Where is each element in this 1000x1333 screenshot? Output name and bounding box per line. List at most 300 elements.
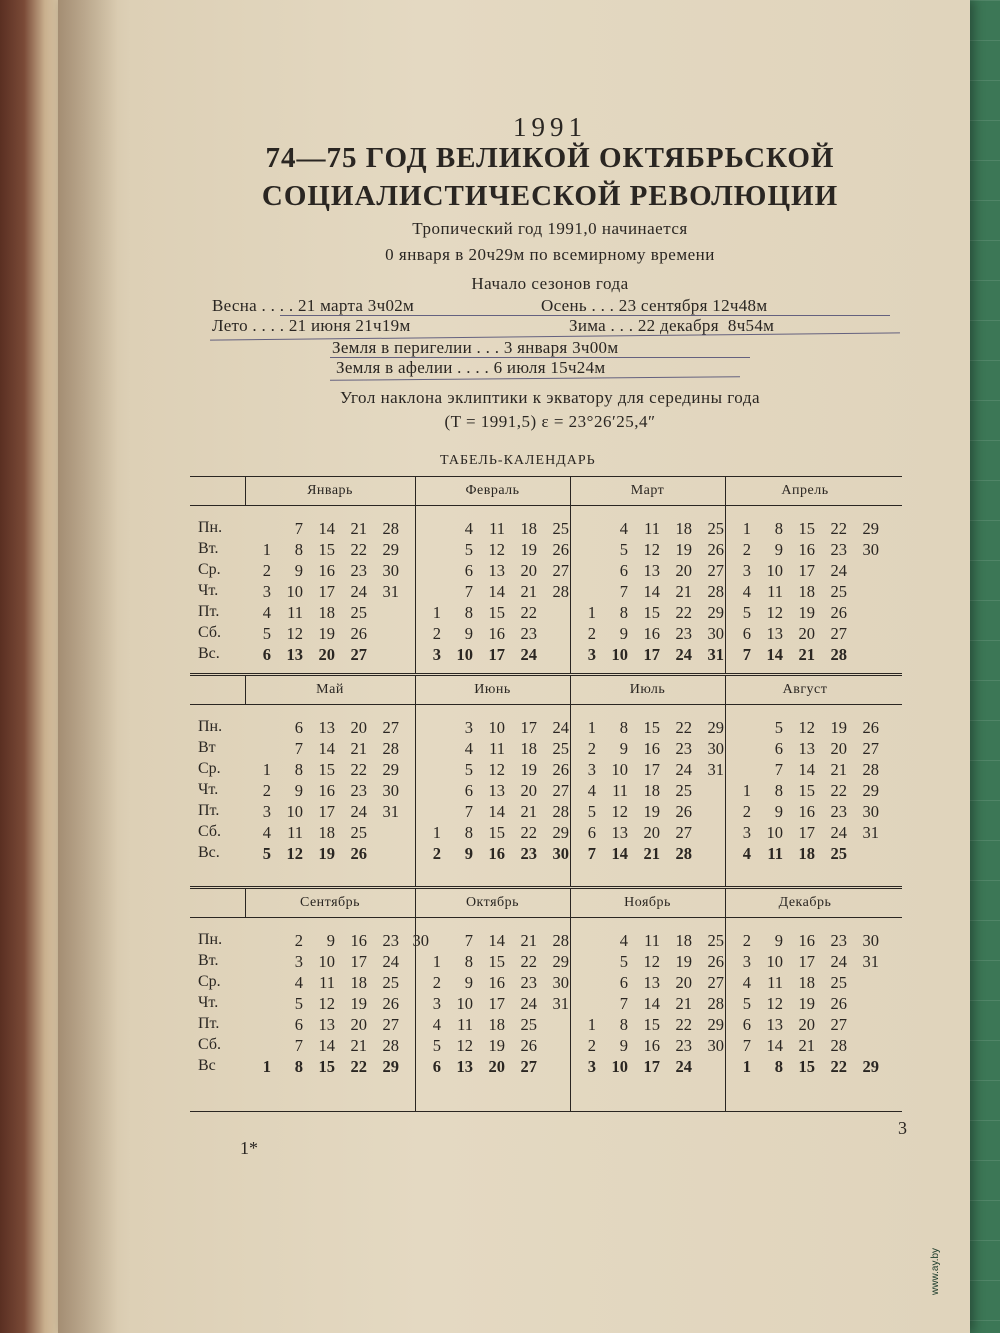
date-cell: 19 bbox=[798, 994, 815, 1013]
date-cell: 18 bbox=[488, 1015, 505, 1034]
date-cell: 27 bbox=[382, 718, 399, 737]
week-row bbox=[729, 1015, 879, 1036]
date-cell: 7 bbox=[464, 931, 473, 950]
week-row bbox=[249, 582, 399, 603]
week-row bbox=[574, 624, 724, 645]
week-row bbox=[729, 624, 879, 645]
date-cell: 31 bbox=[382, 802, 399, 821]
date-cell: 5 bbox=[619, 540, 628, 559]
week-row bbox=[574, 802, 724, 823]
week-row bbox=[574, 603, 724, 624]
date-cell: 26 bbox=[520, 1036, 537, 1055]
date-cell: 16 bbox=[488, 844, 505, 863]
week-row bbox=[249, 540, 399, 561]
date-cell: 16 bbox=[643, 1036, 660, 1055]
date-cell: 12 bbox=[488, 760, 505, 779]
week-row bbox=[574, 582, 724, 603]
date-cell bbox=[729, 718, 751, 739]
weekday-label: Вт. bbox=[198, 952, 219, 969]
date-cell: 3 bbox=[262, 582, 271, 601]
date-cell: 13 bbox=[643, 561, 660, 580]
page-number: 3 bbox=[898, 1118, 907, 1138]
week-row bbox=[729, 994, 879, 1015]
date-cell: 14 bbox=[318, 519, 335, 538]
date-cell: 18 bbox=[798, 973, 815, 992]
week-row bbox=[729, 952, 879, 973]
week-row bbox=[729, 739, 879, 760]
week-row bbox=[729, 603, 879, 624]
date-cell: 26 bbox=[552, 760, 569, 779]
date-cell: 25 bbox=[830, 582, 847, 601]
date-cell: 12 bbox=[456, 1036, 473, 1055]
date-cell: 17 bbox=[798, 952, 815, 971]
date-cell: 8 bbox=[619, 1015, 628, 1034]
date-cell: 26 bbox=[830, 603, 847, 622]
date-cell: 4 bbox=[587, 781, 596, 800]
date-cell: 1 bbox=[587, 1015, 596, 1034]
date-cell: 11 bbox=[489, 519, 505, 538]
date-cell: 6 bbox=[587, 823, 596, 842]
date-cell: 10 bbox=[611, 645, 628, 664]
week-row bbox=[249, 561, 399, 582]
date-cell: 16 bbox=[798, 540, 815, 559]
date-cell: 1 bbox=[742, 781, 751, 800]
column-divider bbox=[415, 477, 416, 673]
month-dates bbox=[574, 931, 724, 1078]
date-cell: 23 bbox=[830, 540, 847, 559]
weekday-label: Вс. bbox=[198, 844, 220, 861]
date-cell: 13 bbox=[488, 561, 505, 580]
week-row bbox=[249, 645, 399, 666]
weekday-label: Пт. bbox=[198, 802, 220, 819]
page-fold-shadow bbox=[58, 0, 118, 1333]
date-cell bbox=[847, 1036, 879, 1057]
date-cell: 13 bbox=[766, 1015, 783, 1034]
date-cell: 29 bbox=[382, 540, 399, 559]
date-cell bbox=[692, 823, 724, 844]
week-row bbox=[249, 739, 399, 760]
date-cell: 4 bbox=[742, 844, 751, 863]
date-cell: 24 bbox=[675, 1057, 692, 1076]
date-cell: 20 bbox=[520, 561, 537, 580]
date-cell: 10 bbox=[766, 561, 783, 580]
date-cell bbox=[847, 1015, 879, 1036]
date-cell: 18 bbox=[318, 823, 335, 842]
week-row bbox=[249, 624, 399, 645]
date-cell: 15 bbox=[643, 718, 660, 737]
date-cell: 3 bbox=[742, 823, 751, 842]
date-cell: 15 bbox=[318, 540, 335, 559]
date-cell bbox=[574, 540, 596, 561]
date-cell: 19 bbox=[675, 540, 692, 559]
date-cell bbox=[419, 519, 441, 540]
date-cell: 5 bbox=[294, 994, 303, 1013]
date-cell: 24 bbox=[830, 823, 847, 842]
date-cell: 4 bbox=[262, 603, 271, 622]
week-row bbox=[419, 802, 569, 823]
week-row bbox=[574, 1015, 724, 1036]
week-row bbox=[249, 952, 429, 973]
date-cell: 19 bbox=[520, 760, 537, 779]
week-row bbox=[574, 823, 724, 844]
weekday-label: Пн. bbox=[198, 718, 223, 735]
date-cell: 26 bbox=[382, 994, 399, 1013]
week-row bbox=[574, 739, 724, 760]
week-row bbox=[419, 1015, 569, 1036]
weekday-label: Вс. bbox=[198, 645, 220, 662]
date-cell: 8 bbox=[464, 823, 473, 842]
date-cell: 17 bbox=[798, 823, 815, 842]
date-cell: 14 bbox=[611, 844, 628, 863]
date-cell: 18 bbox=[643, 781, 660, 800]
date-cell: 18 bbox=[675, 931, 692, 950]
column-divider bbox=[415, 676, 416, 886]
date-cell bbox=[537, 1036, 569, 1057]
week-row bbox=[249, 802, 399, 823]
date-cell: 15 bbox=[798, 519, 815, 538]
date-cell: 9 bbox=[464, 844, 473, 863]
date-cell: 13 bbox=[488, 781, 505, 800]
date-cell: 19 bbox=[798, 603, 815, 622]
date-cell: 17 bbox=[643, 645, 660, 664]
month-dates bbox=[419, 931, 569, 1078]
week-row bbox=[419, 994, 569, 1015]
date-cell: 22 bbox=[520, 823, 537, 842]
date-cell: 20 bbox=[318, 645, 335, 664]
date-cell: 11 bbox=[287, 823, 303, 842]
week-row bbox=[249, 519, 399, 540]
date-cell: 6 bbox=[742, 624, 751, 643]
date-cell: 11 bbox=[319, 973, 335, 992]
date-cell: 24 bbox=[520, 994, 537, 1013]
date-cell: 19 bbox=[520, 540, 537, 559]
date-cell: 22 bbox=[675, 603, 692, 622]
date-cell: 23 bbox=[675, 739, 692, 758]
date-cell: 20 bbox=[520, 781, 537, 800]
date-cell: 1 bbox=[587, 603, 596, 622]
date-cell: 1 bbox=[432, 603, 441, 622]
date-cell: 2 bbox=[432, 844, 441, 863]
date-cell: 4 bbox=[262, 823, 271, 842]
date-cell: 3 bbox=[432, 645, 441, 664]
date-cell bbox=[847, 624, 879, 645]
date-cell: 14 bbox=[766, 1036, 783, 1055]
date-cell: 7 bbox=[294, 739, 303, 758]
week-row bbox=[419, 1036, 569, 1057]
date-cell: 24 bbox=[675, 760, 692, 779]
date-cell bbox=[574, 582, 596, 603]
week-row bbox=[574, 931, 724, 952]
date-cell: 15 bbox=[318, 1057, 335, 1076]
date-cell bbox=[847, 603, 879, 624]
date-cell: 2 bbox=[587, 739, 596, 758]
week-row bbox=[729, 582, 879, 603]
date-cell: 28 bbox=[862, 760, 879, 779]
date-cell: 8 bbox=[464, 952, 473, 971]
date-cell bbox=[367, 603, 399, 624]
calendar-block bbox=[190, 476, 902, 674]
date-cell: 27 bbox=[552, 561, 569, 580]
date-cell: 28 bbox=[675, 844, 692, 863]
date-cell: 3 bbox=[432, 994, 441, 1013]
date-cell: 2 bbox=[262, 561, 271, 580]
date-cell: 30 bbox=[552, 973, 569, 992]
date-cell: 25 bbox=[830, 844, 847, 863]
date-cell: 22 bbox=[675, 1015, 692, 1034]
date-cell: 17 bbox=[488, 994, 505, 1013]
date-cell: 7 bbox=[294, 1036, 303, 1055]
date-cell: 12 bbox=[318, 994, 335, 1013]
month-name: Январь bbox=[307, 483, 353, 498]
date-cell: 1 bbox=[262, 760, 271, 779]
tropical-year-line1: Тропический год 1991,0 начинается bbox=[412, 219, 688, 238]
month-dates bbox=[574, 519, 724, 666]
date-cell: 30 bbox=[707, 624, 724, 643]
date-cell: 4 bbox=[464, 519, 473, 538]
weekday-label: Пн. bbox=[198, 931, 223, 948]
date-cell: 28 bbox=[552, 802, 569, 821]
earth-perihelion: Земля в перигелии . . . 3 января 3ч00м bbox=[332, 338, 619, 357]
date-cell bbox=[419, 561, 441, 582]
date-cell: 9 bbox=[774, 802, 783, 821]
date-cell: 25 bbox=[520, 1015, 537, 1034]
date-cell: 13 bbox=[318, 1015, 335, 1034]
date-cell: 29 bbox=[552, 952, 569, 971]
week-row bbox=[419, 781, 569, 802]
date-cell: 27 bbox=[707, 973, 724, 992]
date-cell: 27 bbox=[350, 645, 367, 664]
date-cell bbox=[847, 582, 879, 603]
week-row bbox=[249, 823, 399, 844]
week-row bbox=[729, 823, 879, 844]
date-cell: 8 bbox=[464, 603, 473, 622]
date-cell: 25 bbox=[552, 519, 569, 538]
weekday-label: Чт. bbox=[198, 582, 219, 599]
date-cell: 11 bbox=[287, 603, 303, 622]
week-row bbox=[729, 760, 879, 781]
date-cell: 20 bbox=[675, 561, 692, 580]
week-row bbox=[574, 1057, 724, 1078]
date-cell: 23 bbox=[382, 931, 399, 950]
ecliptic-angle-line1: Угол наклона эклиптики к экватору для середины года bbox=[339, 388, 761, 407]
week-row bbox=[419, 823, 569, 844]
month-name: Октябрь bbox=[465, 895, 520, 910]
date-cell: 16 bbox=[318, 781, 335, 800]
weekday-label: Пт. bbox=[198, 1015, 220, 1032]
date-cell: 15 bbox=[643, 603, 660, 622]
revolution-heading-line2: СОЦИАЛИСТИЧЕСКОЙ РЕВОЛЮЦИИ bbox=[261, 180, 839, 212]
weekday-label: Сб. bbox=[198, 624, 222, 641]
season-autumn: Осень . . . 23 сентября 12ч48м bbox=[541, 296, 768, 315]
date-cell: 6 bbox=[464, 561, 473, 580]
week-row bbox=[419, 1057, 569, 1078]
date-cell: 31 bbox=[707, 645, 724, 664]
year-heading: 1991 bbox=[513, 112, 587, 142]
date-cell: 14 bbox=[488, 582, 505, 601]
date-cell: 19 bbox=[643, 802, 660, 821]
date-cell: 17 bbox=[643, 1057, 660, 1076]
date-cell: 14 bbox=[318, 1036, 335, 1055]
date-cell bbox=[249, 718, 271, 739]
date-cell: 10 bbox=[456, 645, 473, 664]
date-cell: 9 bbox=[464, 973, 473, 992]
date-cell: 28 bbox=[382, 519, 399, 538]
date-cell: 13 bbox=[456, 1057, 473, 1076]
date-cell: 5 bbox=[619, 952, 628, 971]
date-cell: 4 bbox=[619, 519, 628, 538]
week-row bbox=[419, 844, 569, 865]
date-cell bbox=[249, 973, 271, 994]
week-row bbox=[419, 519, 569, 540]
printer-signature-mark: 1* bbox=[240, 1138, 258, 1158]
date-cell: 16 bbox=[643, 624, 660, 643]
date-cell: 26 bbox=[862, 718, 879, 737]
date-cell bbox=[692, 781, 724, 802]
date-cell: 6 bbox=[619, 561, 628, 580]
date-cell: 26 bbox=[707, 952, 724, 971]
week-row bbox=[574, 645, 724, 666]
date-cell: 11 bbox=[767, 973, 783, 992]
date-cell: 7 bbox=[587, 844, 596, 863]
date-cell: 20 bbox=[350, 718, 367, 737]
date-cell: 13 bbox=[286, 645, 303, 664]
date-cell: 21 bbox=[830, 760, 847, 779]
date-cell: 4 bbox=[742, 973, 751, 992]
date-cell: 31 bbox=[552, 994, 569, 1013]
date-cell: 27 bbox=[382, 1015, 399, 1034]
date-cell bbox=[847, 645, 879, 666]
date-cell: 1 bbox=[742, 519, 751, 538]
date-cell: 28 bbox=[707, 582, 724, 601]
date-cell: 30 bbox=[382, 781, 399, 800]
date-cell: 23 bbox=[675, 1036, 692, 1055]
date-cell: 16 bbox=[350, 931, 367, 950]
date-cell: 10 bbox=[488, 718, 505, 737]
week-row bbox=[419, 582, 569, 603]
date-cell: 1 bbox=[262, 1057, 271, 1076]
date-cell: 30 bbox=[412, 931, 429, 950]
date-cell: 29 bbox=[862, 781, 879, 800]
weekday-label: Чт. bbox=[198, 994, 219, 1011]
date-cell bbox=[419, 802, 441, 823]
date-cell: 22 bbox=[520, 603, 537, 622]
date-cell: 20 bbox=[488, 1057, 505, 1076]
date-cell: 21 bbox=[798, 1036, 815, 1055]
week-row bbox=[729, 540, 879, 561]
date-cell: 22 bbox=[830, 1057, 847, 1076]
date-cell bbox=[729, 739, 751, 760]
date-cell bbox=[574, 994, 596, 1015]
date-cell: 12 bbox=[643, 540, 660, 559]
date-cell: 10 bbox=[611, 1057, 628, 1076]
column-divider bbox=[570, 477, 571, 673]
date-cell: 30 bbox=[552, 844, 569, 863]
date-cell bbox=[847, 844, 879, 865]
column-divider bbox=[725, 889, 726, 1111]
date-cell: 1 bbox=[742, 1057, 751, 1076]
date-cell: 9 bbox=[294, 781, 303, 800]
date-cell: 23 bbox=[675, 624, 692, 643]
week-row bbox=[574, 561, 724, 582]
date-cell: 28 bbox=[830, 1036, 847, 1055]
date-cell: 7 bbox=[464, 802, 473, 821]
date-cell: 16 bbox=[318, 561, 335, 580]
date-cell: 18 bbox=[520, 519, 537, 538]
week-row bbox=[419, 931, 569, 952]
date-cell: 21 bbox=[675, 582, 692, 601]
date-cell bbox=[574, 561, 596, 582]
date-cell bbox=[847, 994, 879, 1015]
week-row bbox=[249, 603, 399, 624]
ecliptic-angle-line2: (T = 1991,5) ε = 23°26′25,4″ bbox=[444, 412, 656, 431]
date-cell: 6 bbox=[294, 1015, 303, 1034]
month-dates bbox=[249, 931, 429, 1078]
date-cell: 18 bbox=[318, 603, 335, 622]
date-cell: 5 bbox=[742, 994, 751, 1013]
month-name: Апрель bbox=[781, 483, 829, 498]
date-cell: 24 bbox=[350, 802, 367, 821]
date-cell: 26 bbox=[350, 844, 367, 863]
date-cell: 20 bbox=[798, 1015, 815, 1034]
date-cell: 2 bbox=[432, 624, 441, 643]
month-dates bbox=[729, 718, 879, 865]
date-cell: 4 bbox=[432, 1015, 441, 1034]
date-cell bbox=[419, 781, 441, 802]
seasons-title: Начало сезонов года bbox=[471, 274, 629, 293]
date-cell bbox=[249, 1036, 271, 1057]
date-cell: 7 bbox=[619, 994, 628, 1013]
week-row bbox=[729, 1036, 879, 1057]
date-cell: 2 bbox=[587, 1036, 596, 1055]
date-cell: 23 bbox=[350, 561, 367, 580]
date-cell: 8 bbox=[619, 718, 628, 737]
date-cell: 16 bbox=[798, 802, 815, 821]
date-cell: 17 bbox=[318, 802, 335, 821]
calendar-block bbox=[190, 888, 902, 1112]
week-row bbox=[419, 561, 569, 582]
date-cell: 30 bbox=[707, 739, 724, 758]
date-cell: 30 bbox=[382, 561, 399, 580]
date-cell: 9 bbox=[619, 624, 628, 643]
date-cell: 11 bbox=[489, 739, 505, 758]
date-cell: 26 bbox=[350, 624, 367, 643]
week-row bbox=[729, 519, 879, 540]
date-cell bbox=[419, 760, 441, 781]
date-cell: 2 bbox=[262, 781, 271, 800]
date-cell: 19 bbox=[675, 952, 692, 971]
column-divider bbox=[570, 676, 571, 886]
date-cell: 21 bbox=[520, 582, 537, 601]
month-name: Март bbox=[630, 483, 665, 498]
date-cell: 5 bbox=[464, 540, 473, 559]
weekday-label: Вт. bbox=[198, 540, 219, 557]
date-cell: 25 bbox=[552, 739, 569, 758]
date-cell: 13 bbox=[318, 718, 335, 737]
month-dates bbox=[574, 718, 724, 865]
date-cell: 7 bbox=[619, 582, 628, 601]
date-cell: 5 bbox=[262, 624, 271, 643]
week-row bbox=[419, 760, 569, 781]
week-row bbox=[729, 718, 879, 739]
week-row bbox=[249, 1057, 429, 1078]
month-dates bbox=[419, 519, 569, 666]
date-cell: 29 bbox=[707, 718, 724, 737]
date-cell bbox=[574, 973, 596, 994]
date-cell: 28 bbox=[552, 582, 569, 601]
date-cell: 5 bbox=[774, 718, 783, 737]
date-cell bbox=[537, 1015, 569, 1036]
date-cell: 14 bbox=[798, 760, 815, 779]
